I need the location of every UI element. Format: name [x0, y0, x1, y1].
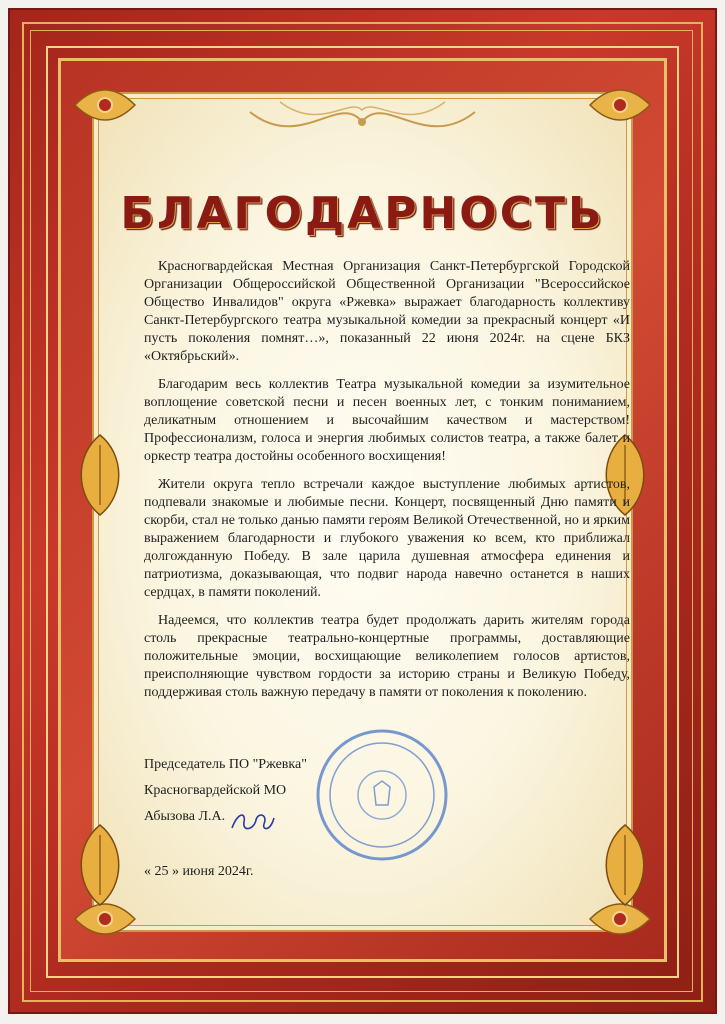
signer-organization: Красногвардейской МО	[144, 783, 287, 798]
signer-title: Председатель ПО "Ржевка"	[144, 757, 307, 772]
top-swirl-ornament	[240, 92, 485, 152]
paragraph: Благодарим весь коллектив Театра музыкальной комедии за изумительное воплощение советской песни и песен военных лет, с тонким пониманием, деликатным отношением и высочайшим качеством и мастерством! Профессионализм, голоса и энергия любимых солистов театра, а также балет и оркестр театра достойны особенного восхищения!	[144, 377, 630, 464]
side-leaf-ornament-icon	[70, 820, 130, 910]
side-leaf-ornament-icon	[70, 430, 130, 520]
paragraph: Красногвардейская Местная Организация Санкт-Петербургской Городской Организации Общероссийской Общественной Организации "Всероссийское Общество Инвалидов" округа «Ржевка» выражает благодарность коллективу Санкт-Петербургского театра музыкальной комедии за прекрасный концерт «И пусть поколения помнят…», показанный 22 июня 2024г. на сцене БКЗ «Октябрьский».	[144, 259, 630, 364]
paragraph: Надеемся, что коллектив театра будет продолжать дарить жителям города столь прекрасные театрально-концертные программы, доставляющие положительные эмоции, восхищающие великолепием голосов артистов, преисполняющие чувством гордости за историю страны и Великую Победу, поддерживая столь важную передачу в памяти от поколения к поколению.	[144, 613, 630, 700]
side-leaf-ornament-icon	[595, 820, 655, 910]
corner-ornament-icon	[585, 70, 655, 140]
letter-body	[144, 258, 630, 712]
document-date: « 25 » июня 2024г.	[144, 864, 254, 879]
signature-block	[144, 752, 444, 830]
document-title: БЛАГОДАРНОСТЬ	[120, 188, 605, 239]
handwritten-signature-icon	[228, 808, 278, 836]
corner-ornament-icon	[70, 70, 140, 140]
paragraph: Жители округа тепло встречали каждое выступление любимых артистов, подпевали знакомые и любимые песни. Концерт, посвященный Дню памяти и скорби, стал не только данью памяти героям Великой Отечественной, но и ярким выражением благодарности и глубокого уважения ко всем, кто приближал долгожданную Победу. В зале царила душевная атмосфера единения и патриотизма, доказывающая, что подвиг народа навечно останется в наших сердцах, в памяти поколений.	[144, 477, 630, 600]
signer-name: Абызова Л.А.	[144, 809, 226, 824]
